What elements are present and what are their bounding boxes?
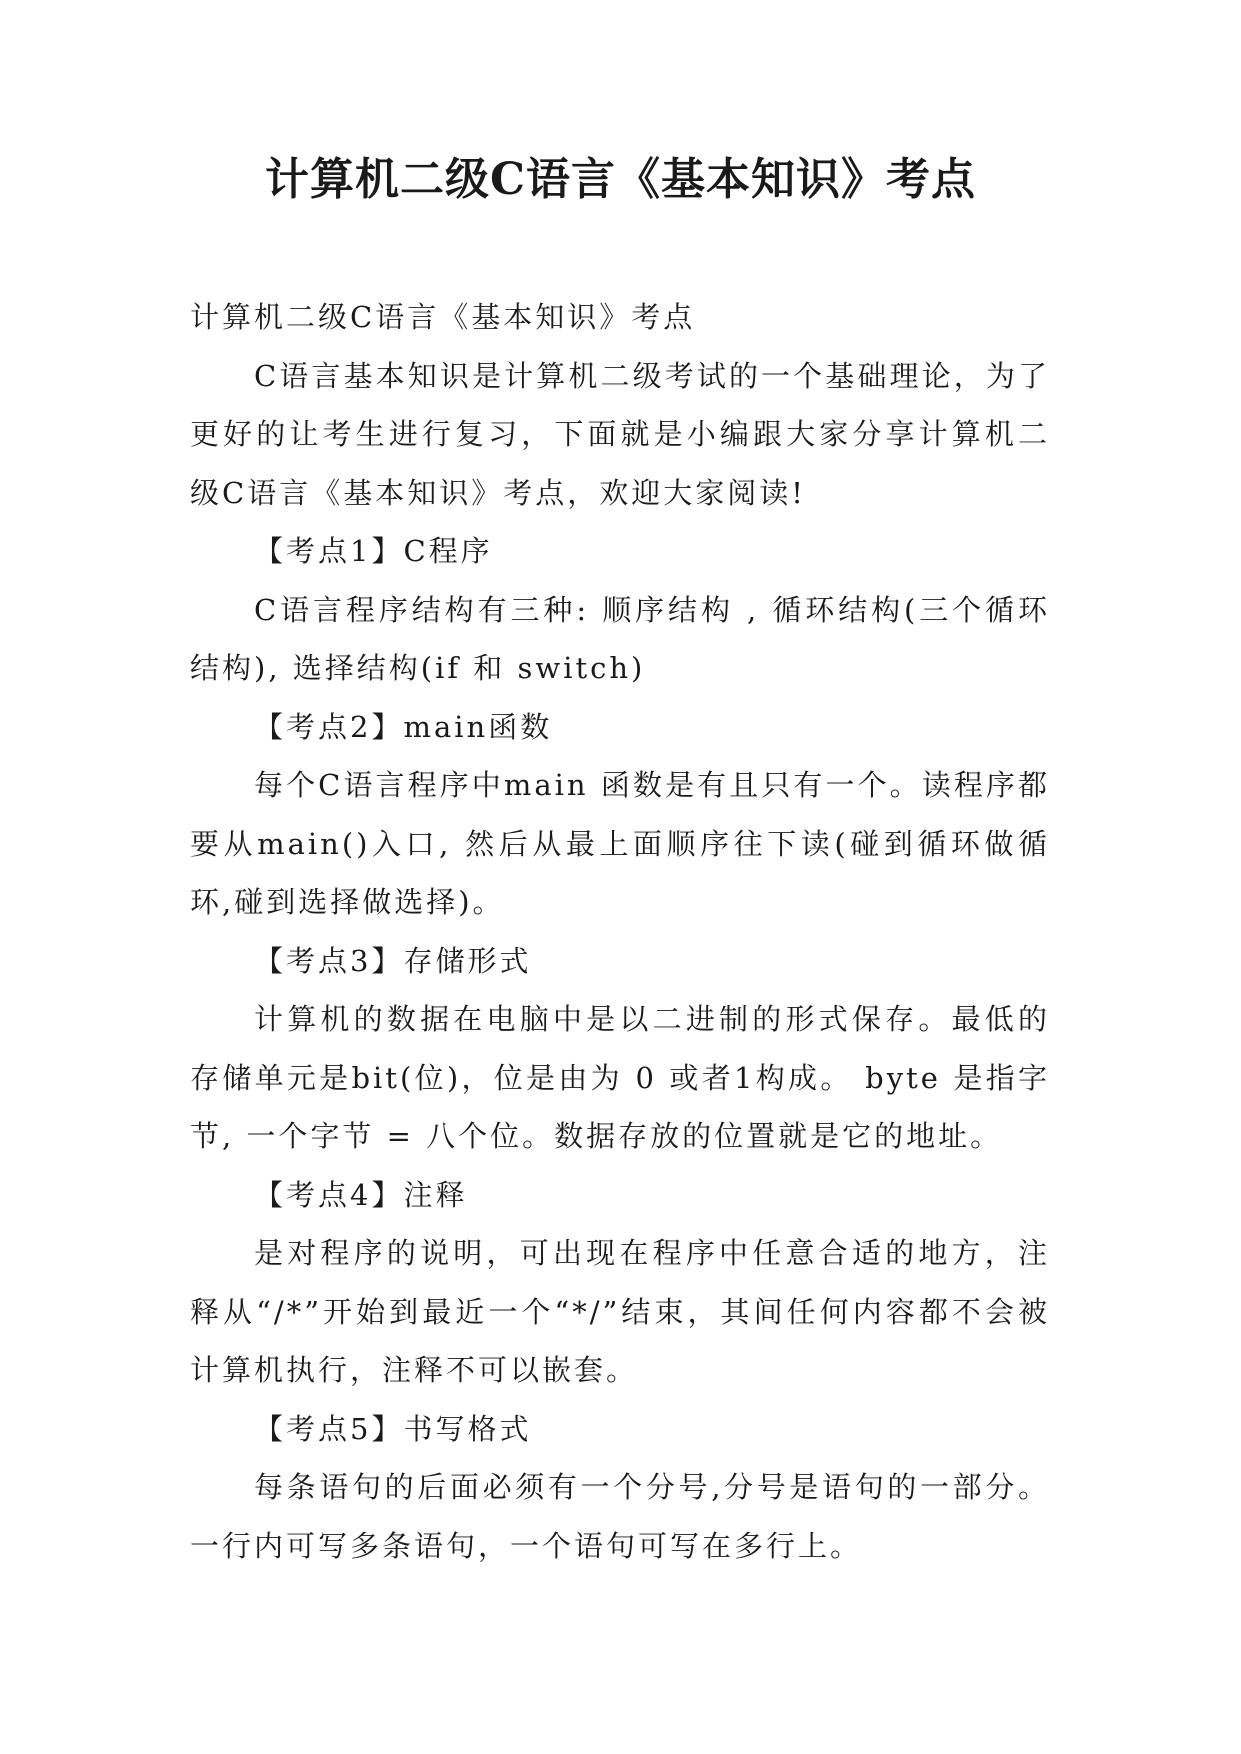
section-heading-2: 【考点2】main函数 bbox=[254, 709, 553, 744]
section-heading-1: 【考点1】C程序 bbox=[254, 534, 493, 568]
section-body-3: 计算机的数据在电脑中是以二进制的形式保存。最低的存储单元是bit(位)，位是由为 0 或者1构成。 byte 是指字节, 一个字节 = 八个位。数据存放的位置就是它的地址。 bbox=[190, 1002, 1050, 1153]
section-body-4: 是对程序的说明，可出现在程序中任意合适的地方，注释从“/*”开始到最近一个“*/”结束，其间任何内容都不会被计算机执行，注释不可以嵌套。 bbox=[190, 1236, 1050, 1387]
document-body bbox=[190, 288, 1050, 1575]
document-title: 计算机二级C语言《基本知识》考点 bbox=[264, 154, 977, 205]
section-heading-4: 【考点4】注释 bbox=[254, 1177, 468, 1212]
section-body-2: 每个C语言程序中main 函数是有且只有一个。读程序都要从main()入口, 然后从最上面顺序往下读(碰到循环做循环,碰到选择做选择)。 bbox=[190, 768, 1050, 919]
section-body-5: 每条语句的后面必须有一个分号,分号是语句的一部分。一行内可写多条语句，一个语句可写在多行上。 bbox=[190, 1470, 1050, 1563]
section-heading-5: 【考点5】书写格式 bbox=[254, 1411, 532, 1446]
subtitle-paragraph: 计算机二级C语言《基本知识》考点 bbox=[190, 300, 696, 334]
section-heading-3: 【考点3】存储形式 bbox=[254, 943, 532, 978]
section-body-1: C语言程序结构有三种: 顺序结构 , 循环结构(三个循环结构), 选择结构(if 和 switch) bbox=[190, 592, 1050, 685]
intro-paragraph: C语言基本知识是计算机二级考试的一个基础理论，为了更好的让考生进行复习，下面就是小编跟大家分享计算机二级C语言《基本知识》考点，欢迎大家阅读! bbox=[190, 358, 1050, 510]
